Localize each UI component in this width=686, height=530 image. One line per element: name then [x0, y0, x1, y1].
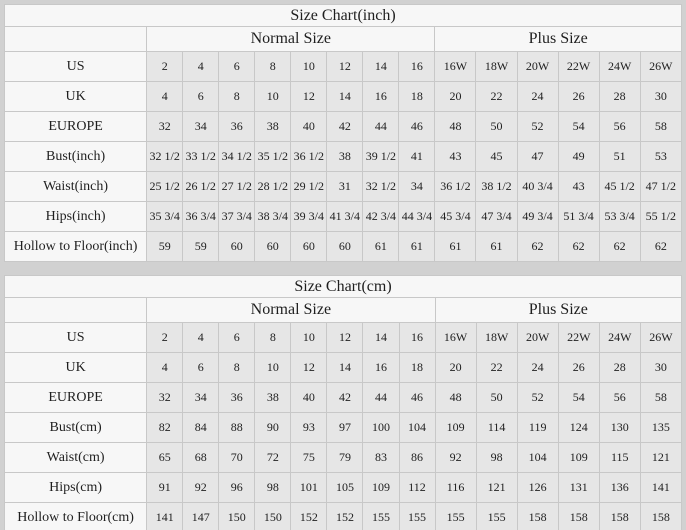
size-cell: 8 — [219, 82, 255, 112]
size-cell: 41 — [399, 142, 435, 172]
size-cell: 112 — [399, 473, 435, 503]
size-cell: 47 1/2 — [640, 172, 681, 202]
size-cell: 16 — [363, 353, 399, 383]
row-label: US — [5, 52, 147, 82]
size-cell: 22W — [558, 52, 599, 82]
size-cell: 14 — [327, 82, 363, 112]
size-cell: 26 — [558, 353, 599, 383]
size-cell: 45 3/4 — [435, 202, 476, 232]
size-cell: 25 1/2 — [147, 172, 183, 202]
size-cell: 16W — [435, 323, 476, 353]
row-label: UK — [5, 82, 147, 112]
size-cell: 88 — [219, 413, 255, 443]
size-cell: 42 3/4 — [363, 202, 399, 232]
size-cell: 16 — [399, 323, 435, 353]
size-cell: 158 — [558, 503, 599, 530]
size-cell: 45 1/2 — [599, 172, 640, 202]
size-cell: 6 — [183, 82, 219, 112]
size-cell: 10 — [291, 323, 327, 353]
size-cell: 26W — [640, 323, 681, 353]
size-cell: 52 — [517, 112, 558, 142]
table-row — [5, 142, 682, 172]
size-cell: 10 — [255, 353, 291, 383]
table-row — [5, 52, 682, 82]
size-cell: 30 — [640, 353, 681, 383]
size-cell: 36 — [219, 112, 255, 142]
size-cell: 14 — [363, 323, 399, 353]
size-cell: 32 — [147, 112, 183, 142]
size-cell: 70 — [219, 443, 255, 473]
size-cell: 29 1/2 — [291, 172, 327, 202]
size-cell: 28 — [599, 353, 640, 383]
size-chart-cm-table — [4, 275, 682, 530]
size-cell: 34 — [183, 383, 219, 413]
size-cell: 44 3/4 — [399, 202, 435, 232]
size-cell: 60 — [255, 232, 291, 262]
size-cell: 62 — [599, 232, 640, 262]
size-cell: 4 — [147, 82, 183, 112]
size-cell: 119 — [517, 413, 558, 443]
size-cell: 61 — [363, 232, 399, 262]
size-cell: 12 — [291, 353, 327, 383]
size-cell: 54 — [558, 383, 599, 413]
table-row — [5, 172, 682, 202]
size-cell: 14 — [327, 353, 363, 383]
row-label: Hollow to Floor(inch) — [5, 232, 147, 262]
size-cell: 114 — [476, 413, 517, 443]
size-cell: 36 — [219, 383, 255, 413]
size-cell: 98 — [476, 443, 517, 473]
table-row — [5, 383, 682, 413]
row-label: US — [5, 323, 147, 353]
size-cell: 46 — [399, 383, 435, 413]
size-cell: 38 — [327, 142, 363, 172]
group-header-row — [5, 298, 682, 323]
size-cell: 61 — [435, 232, 476, 262]
group-header: Plus Size — [435, 298, 681, 323]
size-cell: 158 — [517, 503, 558, 530]
size-cell: 60 — [219, 232, 255, 262]
table-row — [5, 112, 682, 142]
size-cell: 55 1/2 — [640, 202, 681, 232]
size-cell: 61 — [476, 232, 517, 262]
size-cell: 124 — [558, 413, 599, 443]
size-cell: 12 — [291, 82, 327, 112]
size-cell: 43 — [558, 172, 599, 202]
size-cell: 86 — [399, 443, 435, 473]
size-cell: 150 — [255, 503, 291, 530]
size-cell: 26 1/2 — [183, 172, 219, 202]
size-cell: 33 1/2 — [183, 142, 219, 172]
size-cell: 109 — [558, 443, 599, 473]
row-label: Hips(inch) — [5, 202, 147, 232]
size-cell: 34 1/2 — [219, 142, 255, 172]
size-cell: 58 — [640, 383, 681, 413]
size-cell: 62 — [517, 232, 558, 262]
size-cell: 16 — [399, 52, 435, 82]
size-cell: 22 — [476, 82, 517, 112]
size-cell: 100 — [363, 413, 399, 443]
size-cell: 92 — [183, 473, 219, 503]
size-cell: 126 — [517, 473, 558, 503]
size-cell: 50 — [476, 383, 517, 413]
row-label: EUROPE — [5, 112, 147, 142]
size-cell: 20W — [517, 323, 558, 353]
size-cell: 91 — [147, 473, 183, 503]
size-cell: 92 — [435, 443, 476, 473]
size-cell: 101 — [291, 473, 327, 503]
group-header-row — [5, 27, 682, 52]
table-row — [5, 202, 682, 232]
size-cell: 8 — [255, 323, 291, 353]
size-cell: 18 — [399, 353, 435, 383]
size-cell: 51 3/4 — [558, 202, 599, 232]
size-cell: 10 — [291, 52, 327, 82]
size-cell: 82 — [147, 413, 183, 443]
size-cell: 109 — [435, 413, 476, 443]
size-cell: 30 — [640, 82, 681, 112]
size-cell: 56 — [599, 112, 640, 142]
size-cell: 12 — [327, 52, 363, 82]
size-cell: 38 1/2 — [476, 172, 517, 202]
size-cell: 35 1/2 — [255, 142, 291, 172]
size-cell: 62 — [558, 232, 599, 262]
size-cell: 48 — [435, 383, 476, 413]
size-cell: 83 — [363, 443, 399, 473]
size-cell: 37 3/4 — [219, 202, 255, 232]
row-label: Waist(cm) — [5, 443, 147, 473]
size-cell: 2 — [147, 52, 183, 82]
size-cell: 61 — [399, 232, 435, 262]
size-cell: 24W — [599, 323, 640, 353]
size-cell: 4 — [183, 323, 219, 353]
size-cell: 36 1/2 — [435, 172, 476, 202]
group-header: Plus Size — [435, 27, 682, 52]
size-cell: 44 — [363, 112, 399, 142]
table-row — [5, 473, 682, 503]
size-cell: 32 1/2 — [363, 172, 399, 202]
size-cell: 18 — [399, 82, 435, 112]
row-label: Waist(inch) — [5, 172, 147, 202]
size-cell: 54 — [558, 112, 599, 142]
size-cell: 45 — [476, 142, 517, 172]
size-cell: 150 — [219, 503, 255, 530]
size-cell: 97 — [327, 413, 363, 443]
size-cell: 22W — [558, 323, 599, 353]
size-cell: 47 3/4 — [476, 202, 517, 232]
size-cell: 98 — [255, 473, 291, 503]
group-header: Normal Size — [147, 298, 435, 323]
size-cell: 4 — [147, 353, 183, 383]
size-cell: 28 1/2 — [255, 172, 291, 202]
size-cell: 26 — [558, 82, 599, 112]
size-cell: 130 — [599, 413, 640, 443]
size-cell: 42 — [327, 383, 363, 413]
size-cell: 116 — [435, 473, 476, 503]
size-cell: 155 — [476, 503, 517, 530]
size-cell: 28 — [599, 82, 640, 112]
size-cell: 38 — [255, 112, 291, 142]
table-title: Size Chart(inch) — [5, 5, 682, 27]
size-cell: 59 — [183, 232, 219, 262]
size-cell: 41 3/4 — [327, 202, 363, 232]
size-cell: 35 3/4 — [147, 202, 183, 232]
size-cell: 52 — [517, 383, 558, 413]
row-label: Bust(cm) — [5, 413, 147, 443]
size-cell: 90 — [255, 413, 291, 443]
table-title: Size Chart(cm) — [5, 276, 682, 298]
size-cell: 72 — [255, 443, 291, 473]
table-row — [5, 323, 682, 353]
size-cell: 59 — [147, 232, 183, 262]
size-cell: 75 — [291, 443, 327, 473]
size-cell: 34 — [183, 112, 219, 142]
size-cell: 36 1/2 — [291, 142, 327, 172]
size-cell: 24W — [599, 52, 640, 82]
size-cell: 8 — [255, 52, 291, 82]
size-cell: 2 — [147, 323, 183, 353]
size-cell: 135 — [640, 413, 681, 443]
size-cell: 49 — [558, 142, 599, 172]
size-cell: 60 — [291, 232, 327, 262]
size-cell: 141 — [147, 503, 183, 530]
table-row — [5, 413, 682, 443]
size-cell: 43 — [435, 142, 476, 172]
row-label: Bust(inch) — [5, 142, 147, 172]
size-cell: 65 — [147, 443, 183, 473]
table-title-row — [5, 5, 682, 27]
size-cell: 48 — [435, 112, 476, 142]
size-cell: 79 — [327, 443, 363, 473]
size-cell: 115 — [599, 443, 640, 473]
size-cell: 96 — [219, 473, 255, 503]
size-cell: 93 — [291, 413, 327, 443]
size-cell: 131 — [558, 473, 599, 503]
size-cell: 6 — [219, 323, 255, 353]
table-row — [5, 353, 682, 383]
size-cell: 16W — [435, 52, 476, 82]
table-title-row — [5, 276, 682, 298]
table-row — [5, 443, 682, 473]
size-cell: 31 — [327, 172, 363, 202]
size-cell: 27 1/2 — [219, 172, 255, 202]
size-cell: 38 — [255, 383, 291, 413]
size-cell: 12 — [327, 323, 363, 353]
size-cell: 14 — [363, 52, 399, 82]
size-cell: 40 — [291, 383, 327, 413]
size-cell: 18W — [476, 52, 517, 82]
size-chart-inch-table — [4, 4, 682, 262]
size-cell: 121 — [476, 473, 517, 503]
size-cell: 16 — [363, 82, 399, 112]
size-cell: 50 — [476, 112, 517, 142]
size-cell: 51 — [599, 142, 640, 172]
size-cell: 105 — [327, 473, 363, 503]
size-cell: 152 — [291, 503, 327, 530]
size-cell: 18W — [476, 323, 517, 353]
size-cell: 155 — [399, 503, 435, 530]
size-cell: 32 1/2 — [147, 142, 183, 172]
row-label: Hips(cm) — [5, 473, 147, 503]
size-cell: 136 — [599, 473, 640, 503]
corner-cell — [5, 27, 147, 52]
size-cell: 68 — [183, 443, 219, 473]
size-cell: 141 — [640, 473, 681, 503]
size-cell: 53 3/4 — [599, 202, 640, 232]
size-cell: 34 — [399, 172, 435, 202]
size-cell: 36 3/4 — [183, 202, 219, 232]
table-row — [5, 232, 682, 262]
size-cell: 56 — [599, 383, 640, 413]
size-cell: 46 — [399, 112, 435, 142]
size-cell: 104 — [517, 443, 558, 473]
size-cell: 44 — [363, 383, 399, 413]
size-cell: 4 — [183, 52, 219, 82]
size-cell: 53 — [640, 142, 681, 172]
size-cell: 84 — [183, 413, 219, 443]
size-cell: 58 — [640, 112, 681, 142]
size-cell: 155 — [363, 503, 399, 530]
table-row — [5, 82, 682, 112]
size-cell: 104 — [399, 413, 435, 443]
size-cell: 39 1/2 — [363, 142, 399, 172]
size-cell: 60 — [327, 232, 363, 262]
table-row — [5, 503, 682, 530]
size-cell: 158 — [599, 503, 640, 530]
size-cell: 6 — [183, 353, 219, 383]
size-cell: 42 — [327, 112, 363, 142]
size-cell: 20 — [435, 353, 476, 383]
size-cell: 38 3/4 — [255, 202, 291, 232]
size-cell: 47 — [517, 142, 558, 172]
size-cell: 8 — [219, 353, 255, 383]
size-cell: 62 — [640, 232, 681, 262]
row-label: Hollow to Floor(cm) — [5, 503, 147, 530]
size-cell: 20W — [517, 52, 558, 82]
size-cell: 147 — [183, 503, 219, 530]
corner-cell — [5, 298, 147, 323]
size-cell: 6 — [219, 52, 255, 82]
size-cell: 158 — [640, 503, 681, 530]
row-label: UK — [5, 353, 147, 383]
size-cell: 24 — [517, 82, 558, 112]
size-cell: 10 — [255, 82, 291, 112]
size-cell: 109 — [363, 473, 399, 503]
size-cell: 22 — [476, 353, 517, 383]
size-cell: 32 — [147, 383, 183, 413]
row-label: EUROPE — [5, 383, 147, 413]
size-cell: 26W — [640, 52, 681, 82]
size-cell: 40 3/4 — [517, 172, 558, 202]
size-cell: 121 — [640, 443, 681, 473]
size-cell: 24 — [517, 353, 558, 383]
group-header: Normal Size — [147, 27, 435, 52]
size-cell: 39 3/4 — [291, 202, 327, 232]
size-cell: 155 — [435, 503, 476, 530]
size-cell: 20 — [435, 82, 476, 112]
size-cell: 40 — [291, 112, 327, 142]
size-cell: 49 3/4 — [517, 202, 558, 232]
size-cell: 152 — [327, 503, 363, 530]
